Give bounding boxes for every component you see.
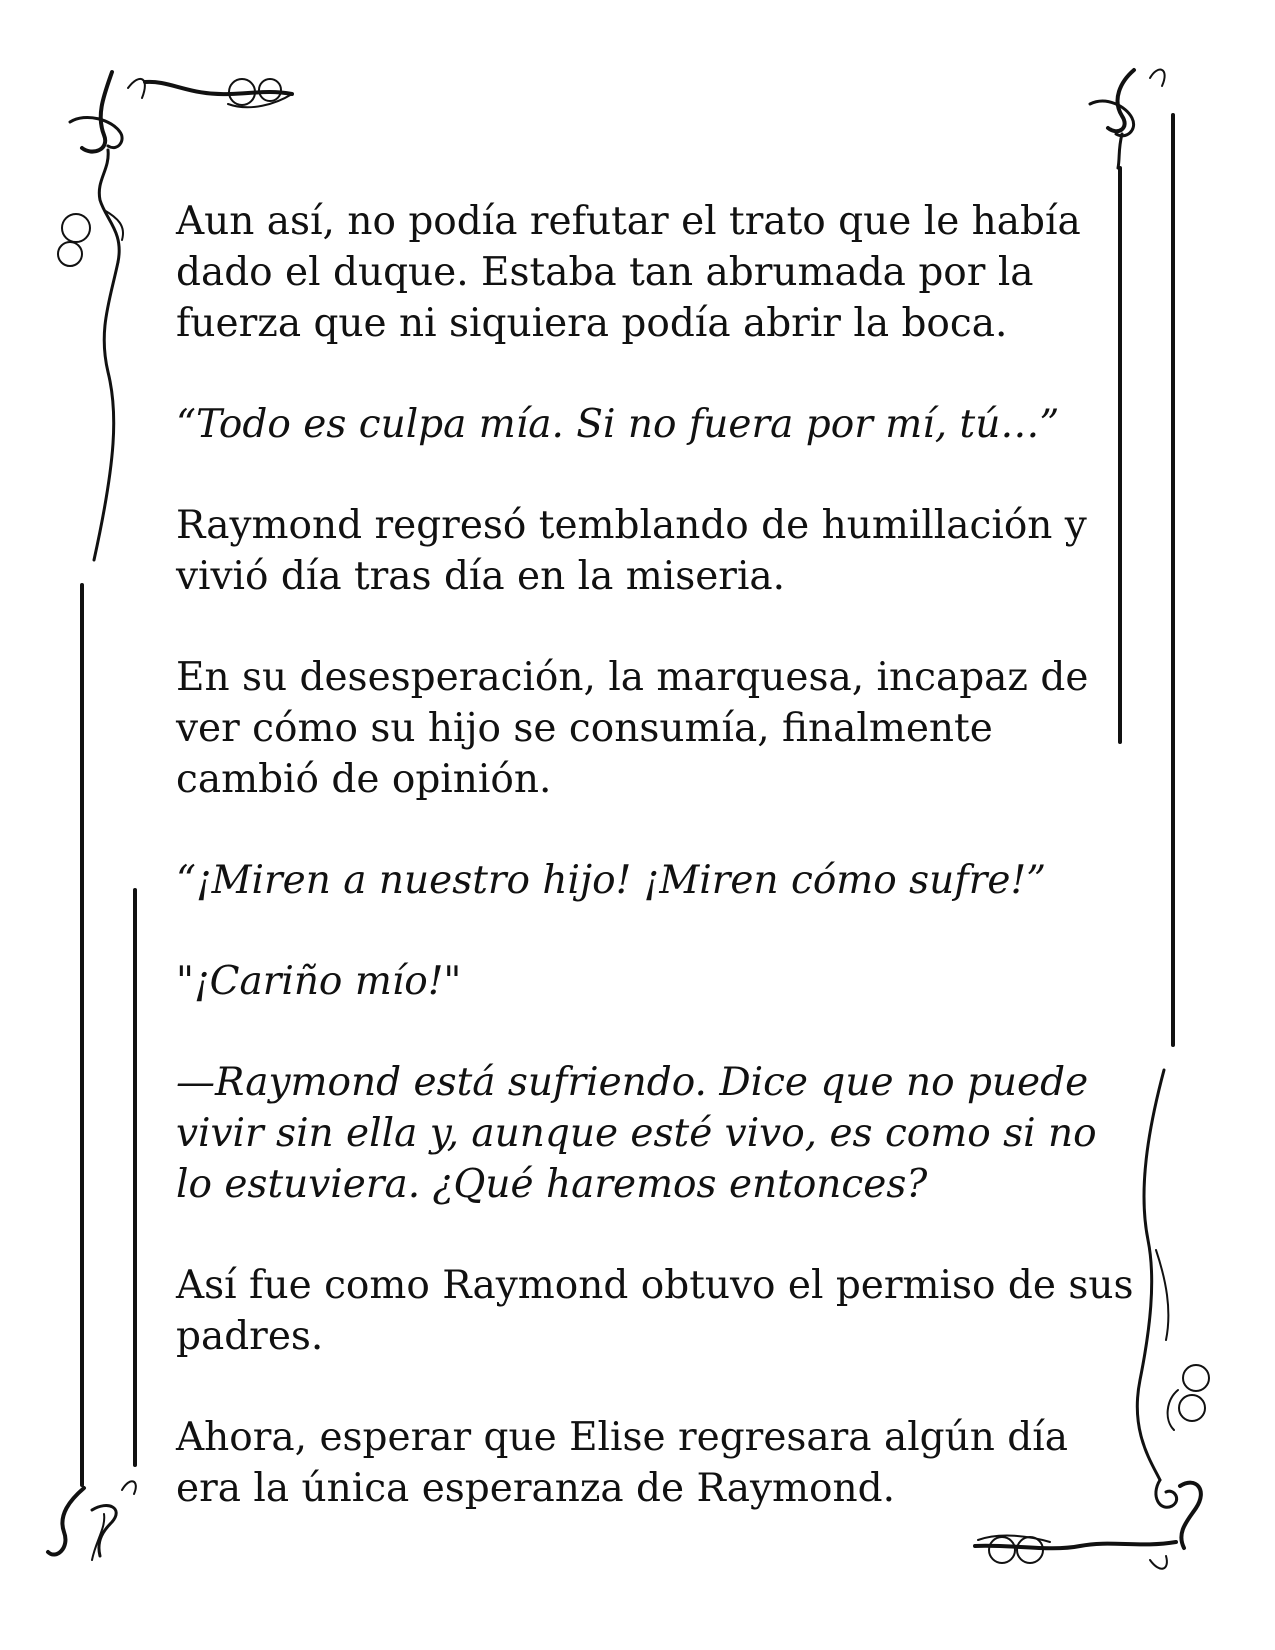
text-line: fuerza que ni siquiera podía abrir la boca. xyxy=(176,301,1008,346)
paragraph xyxy=(176,1260,1134,1362)
bottom-left-flourish-ornament xyxy=(48,1481,136,1560)
text-line: cambió de opinión. xyxy=(176,757,552,802)
text-line: "¡Cariño mío!" xyxy=(176,959,462,1004)
text-line: “¡Miren a nuestro hijo! ¡Miren cómo sufre!” xyxy=(176,858,1047,903)
page-text xyxy=(176,196,1134,1564)
text-line: dado el duque. Estaba tan abrumada por la xyxy=(176,250,1034,295)
text-line: era la única esperanza de Raymond. xyxy=(176,1466,895,1511)
top-right-flourish-ornament xyxy=(1090,70,1165,168)
text-line: padres. xyxy=(176,1314,324,1359)
text-line: Aun así, no podía refutar el trato que le había xyxy=(176,199,1081,244)
text-line: vivió día tras día en la miseria. xyxy=(176,554,786,599)
text-line: Ahora, esperar que Elise regresara algún día xyxy=(176,1415,1068,1460)
paragraph xyxy=(176,652,1116,805)
paragraph xyxy=(176,1412,1116,1514)
text-line: ver cómo su hijo se consumía, finalmente xyxy=(176,706,993,751)
text-line: vivir sin ella y, aunque esté vivo, es como si no xyxy=(176,1111,1097,1156)
text-line: Raymond regresó temblando de humillación y xyxy=(176,503,1087,548)
paragraph xyxy=(176,956,1116,1007)
paragraph xyxy=(176,855,1116,906)
paragraph xyxy=(176,399,1116,450)
paragraph xyxy=(176,196,1116,349)
text-line: “Todo es culpa mía. Si no fuera por mí, tú…” xyxy=(176,402,1060,447)
text-line: En su desesperación, la marquesa, incapaz de xyxy=(176,655,1089,700)
text-line: Así fue como Raymond obtuvo el permiso de sus xyxy=(176,1263,1134,1308)
paragraph xyxy=(176,1057,1116,1210)
text-line: —Raymond está sufriendo. Dice que no puede xyxy=(176,1060,1089,1105)
paragraph xyxy=(176,500,1116,602)
text-line: lo estuviera. ¿Qué haremos entonces? xyxy=(176,1162,928,1207)
